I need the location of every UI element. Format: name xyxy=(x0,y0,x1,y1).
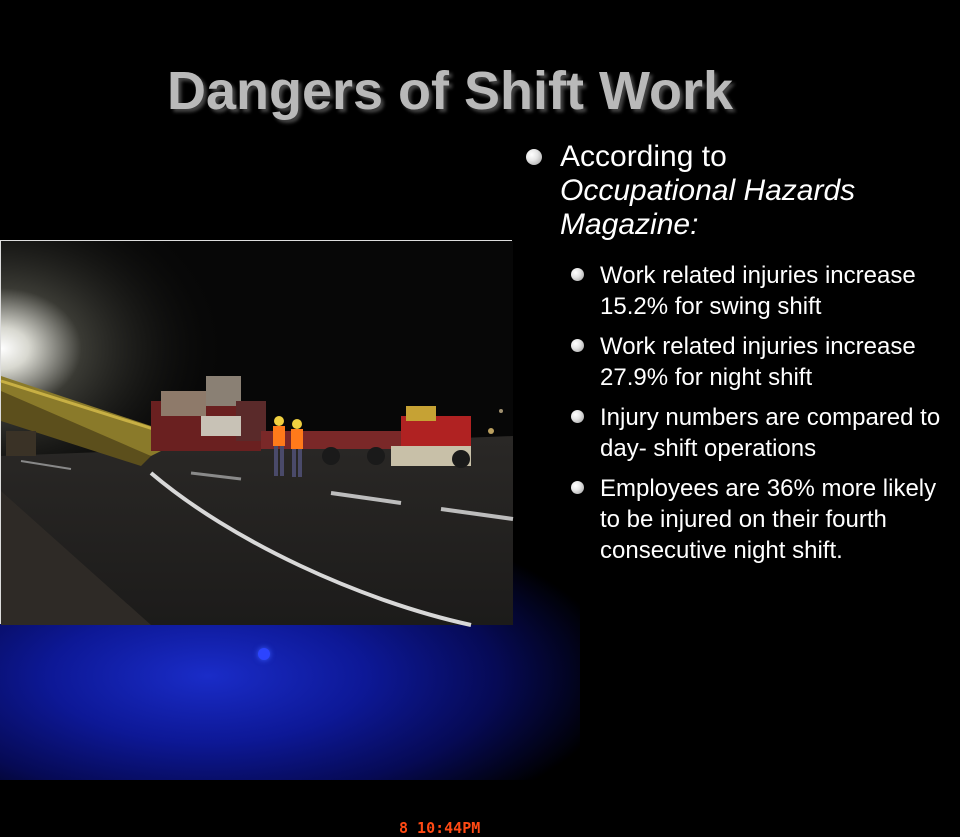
sub-bullet xyxy=(524,331,950,393)
sub-bullet-text: Employees are 36% more likely to be injured on their fourth consecutive night shift. xyxy=(600,475,937,564)
sub-bullet xyxy=(524,473,950,566)
incident-photo xyxy=(0,240,512,837)
sub-bullet-icon xyxy=(571,410,584,423)
sub-bullet-icon xyxy=(571,481,584,494)
bullet-icon xyxy=(526,149,542,165)
slide-title: Dangers of Shift Work xyxy=(166,61,734,121)
sub-bullet-text: Work related injuries increase 27.9% for night shift xyxy=(600,333,916,391)
sub-bullet-icon xyxy=(571,339,584,352)
photo-timestamp: 8 10:44PM xyxy=(399,819,481,837)
sub-bullet-text: Work related injuries increase 15.2% for swing shift xyxy=(600,262,916,320)
sub-bullet-icon xyxy=(571,268,584,281)
sub-bullet xyxy=(524,402,950,464)
sub-bullet-text: Injury numbers are compared to day- shift operations xyxy=(600,404,941,462)
blue-dot-decoration xyxy=(258,648,270,660)
intro-italic-text: Occupational Hazards Magazine: xyxy=(560,174,856,241)
bullet-content xyxy=(524,140,950,575)
intro-bullet xyxy=(524,140,950,242)
intro-plain-text: According to xyxy=(560,140,727,173)
sub-bullet xyxy=(524,260,950,322)
